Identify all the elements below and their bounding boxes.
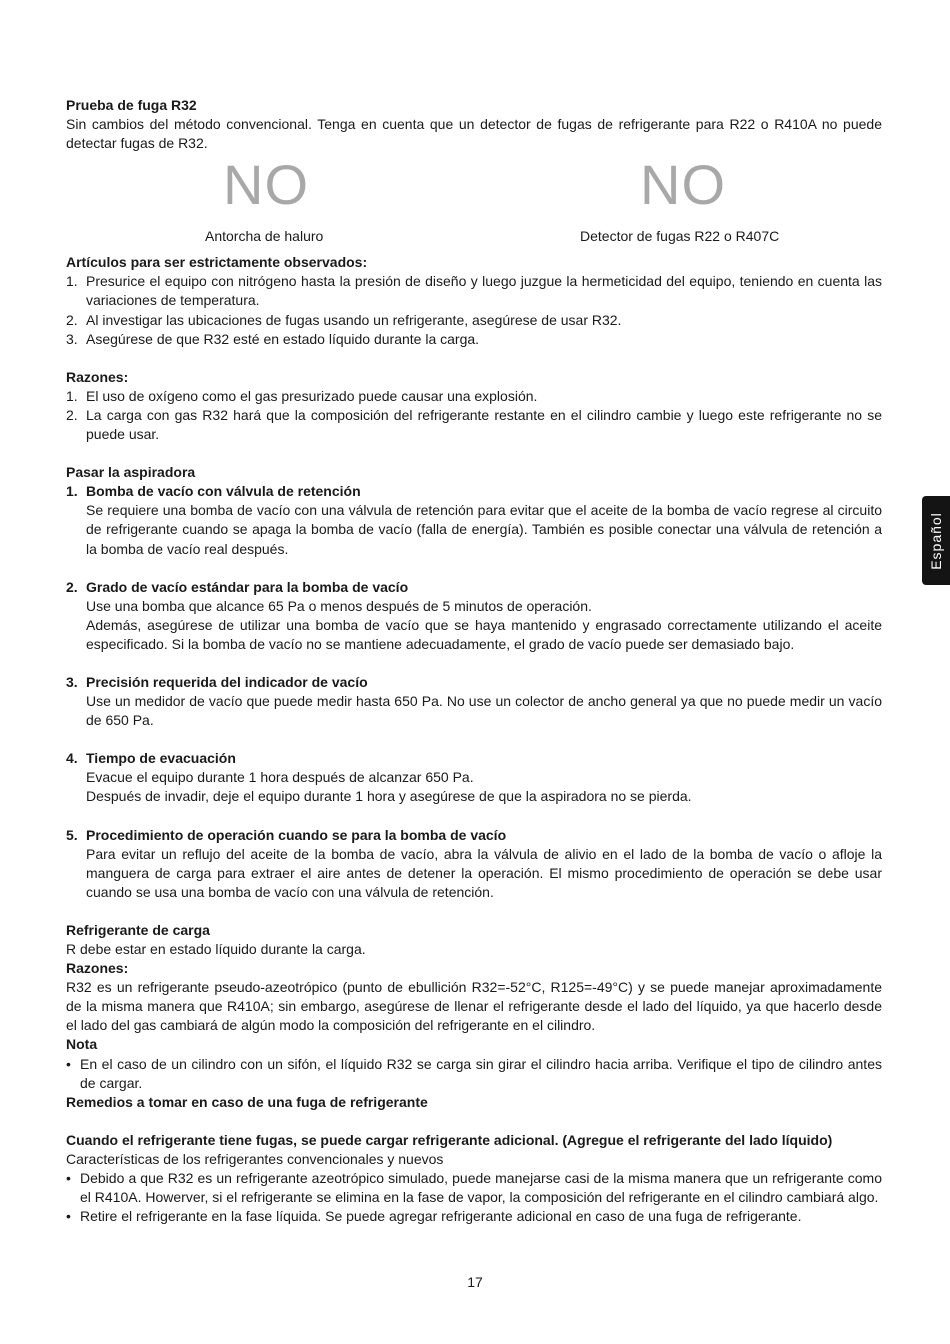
charging-reasons-body: R32 es un refrigerante pseudo-azeotrópico (punto de ebullición R32=-52°C, R125=-49°C) y se puede manejar aproximadamente de la misma manera que R410A; sin embargo, asegúrese de llenar el refrigerante desde el lado del líquido, ya que hacerlo desde el lado del gas cambiará de algún modo la composición del refrigerante en el cilindro. (66, 979, 882, 1034)
language-tab (922, 496, 950, 585)
note-bullet-item: • En el caso de un cilindro con un sifón, el líquido R32 se carga sin girar el cilindro hacia arriba. Verifique el tipo de cilindro antes de cargar. (66, 1055, 882, 1091)
caption-leak-detector: Detector de fugas R22 o R407C (580, 228, 780, 245)
list-item: • Retire el refrigerante en la fase líquida. Se puede agregar refrigerante adicional en caso de una fuga de refrigerante. (66, 1208, 802, 1225)
language-tab-label: Español (928, 511, 944, 570)
vacuum-section-2-body-2: Además, asegúrese de utilizar una bomba de vacío que se haya mantenido y engrasado correctamente utilizando el aceite especificado. Si la bomba de vacío no se mantiene adecuadamente, el grado de vacío puede ser demasiado bajo. (86, 616, 882, 652)
list-item: 2. Al investigar las ubicaciones de fugas usando un refrigerante, asegúrese de usar R32. (66, 311, 622, 328)
vacuum-section-3-body: Use un medidor de vacío que puede medir hasta 650 Pa. No use un colector de ancho general ya que no puede medir un vacío de 650 Pa. (86, 693, 882, 729)
no-label-right: NO (640, 153, 726, 217)
remedies-intro: Características de los refrigerantes convencionales y nuevos (66, 1150, 444, 1167)
reasons-heading: Razones: (66, 368, 129, 385)
observed-list (66, 272, 882, 348)
charging-reasons-heading: Razones: (66, 960, 129, 977)
charging-body: R debe estar en estado líquido durante la carga. (66, 941, 366, 957)
note-heading: Nota (66, 1036, 98, 1053)
vacuum-heading: Pasar la aspiradora (66, 464, 196, 481)
remedies-list (66, 1169, 882, 1226)
list-item: 1. El uso de oxígeno como el gas presurizado puede causar una explosión. (66, 387, 538, 404)
vacuum-section-2-body-1: Use una bomba que alcance 65 Pa o menos después de 5 minutos de operación. (86, 597, 592, 614)
vacuum-section-1-title: 1. Bomba de vacío con válvula de retención (66, 483, 361, 500)
vacuum-section-5-body: Para evitar un reflujo del aceite de la bomba de vacío, abra la válvula de alivio en el lado de la bomba de vacío o afloje la manguera de carga para extraer el aire antes de detener la operación. El mismo procedimiento de operación se debe usar cuando se usa una bomba de vacío con una válvula de retención. (86, 845, 882, 900)
vacuum-section-5-title: 5. Procedimiento de operación cuando se para la bomba de vacío (66, 826, 507, 843)
list-item: 1. Presurice el equipo con nitrógeno hasta la presión de diseño y luego juzgue la hermeticidad del equipo, teniendo en cuenta las variaciones de temperatura. (66, 273, 882, 309)
leak-test-heading: Prueba de fuga R32 (66, 97, 197, 113)
charging-heading: Refrigerante de carga (66, 921, 210, 938)
observed-heading: Artículos para ser estrictamente observados: (66, 254, 368, 271)
no-label-left: NO (223, 153, 309, 217)
list-item: • Debido a que R32 es un refrigerante azeotrópico simulado, puede manejarse casi de la misma manera que un refrigerante como el R410A. Howerver, si el refrigerante se elimina en la fase de vapor, la composición del refrigerante en el cilindro cambiará algo. (66, 1170, 882, 1206)
vacuum-section-3-title: 3. Precisión requerida del indicador de vacío (66, 673, 368, 690)
no-figures (66, 153, 882, 253)
leak-test-body: Sin cambios del método convencional. Tenga en cuenta que un detector de fugas de refrigerante para R22 o R410A no puede detectar fugas de R32. (66, 116, 882, 152)
vacuum-section-1-body: Se requiere una bomba de vacío con una válvula de retención para evitar que el aceite de la bomba de vacío regrese al circuito de refrigerante cuando se apaga la bomba de vacío (falla de energía). También es posible conectar una válvula de retención a la bomba de vacío real después. (86, 502, 882, 557)
vacuum-section-2-title: 2. Grado de vacío estándar para la bomba de vacío (66, 578, 409, 595)
reasons-list (66, 387, 882, 444)
caption-halide-torch: Antorcha de haluro (205, 228, 324, 245)
vacuum-section-4-title: 4. Tiempo de evacuación (66, 750, 236, 767)
vacuum-section-4-body-1: Evacue el equipo durante 1 hora después de alcanzar 650 Pa. (86, 769, 474, 786)
page-content (66, 96, 882, 1226)
remedies-subheading: Cuando el refrigerante tiene fugas, se puede cargar refrigerante adicional. (Agregue el refrigerante del lado líquido) (66, 1131, 833, 1148)
list-item: 2. La carga con gas R32 hará que la composición del refrigerante restante en el cilindro cambie y luego este refrigerante no se puede usar. (66, 406, 882, 443)
list-item: 3. Asegúrese de que R32 esté en estado líquido durante la carga. (66, 330, 480, 347)
remedies-heading: Remedios a tomar en caso de una fuga de refrigerante (66, 1093, 428, 1110)
page-number: 17 (467, 1274, 483, 1290)
vacuum-section-4-body-2: Después de invadir, deje el equipo durante 1 hora y asegúrese de que la aspiradora no se pierda. (86, 788, 692, 805)
